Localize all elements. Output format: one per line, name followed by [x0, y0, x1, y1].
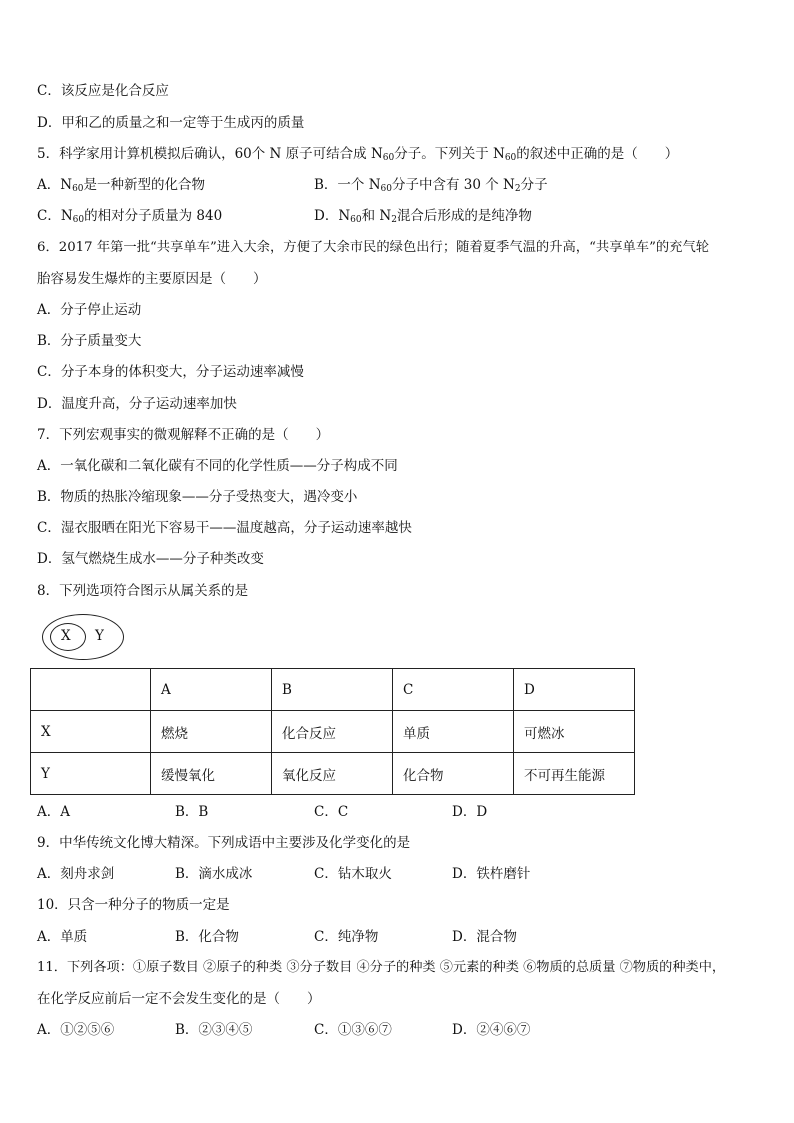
table-cell: 燃烧 [151, 711, 272, 753]
question-8-option-a: A．A [37, 804, 70, 820]
table-cell: Y [31, 753, 151, 795]
table-cell: 化合物 [393, 753, 514, 795]
table-row [31, 753, 635, 795]
question-9-stem: 9．中华传统文化博大精深。下列成语中主要涉及化学变化的是 [37, 835, 411, 851]
question-6-option-b: B．分子质量变大 [37, 333, 142, 349]
question-7-option-d: D．氢气燃烧生成水——分子种类改变 [37, 551, 264, 567]
option-line: C．该反应是化合反应 [37, 83, 169, 99]
question-10-option-a: A．单质 [37, 929, 88, 945]
table-cell: 可燃冰 [514, 711, 635, 753]
question-6-stem-cont: 胎容易发生爆炸的主要原因是（ ） [37, 271, 267, 287]
question-7-option-a: A．一氧化碳和二氧化碳有不同的化学性质——分子构成不同 [37, 458, 398, 474]
question-6-stem: 6．2017 年第一批“共享单车”进入大余，方便了大余市民的绿色出行；随着夏季气温的升高，“共享单车”的充气轮 [37, 240, 710, 255]
venn-label-x: X [61, 628, 71, 644]
question-6-option-c: C．分子本身的体积变大，分子运动速率减慢 [37, 364, 304, 380]
question-10-option-b: B．化合物 [175, 929, 239, 945]
question-6-option-a: A．分子停止运动 [37, 302, 142, 318]
question-5-option-a: A．$N_{60}$是一种新型的化合物 [37, 177, 206, 194]
question-7-option-b: B．物质的热胀冷缩现象——分子受热变大，遇冷变小 [37, 489, 358, 505]
question-7-stem: 7．下列宏观事实的微观解释不正确的是（ ） [37, 427, 330, 443]
question-8-option-d: D．D [452, 804, 488, 820]
question-11-stem-cont: 在化学反应前后一定不会发生变化的是（ ） [37, 991, 321, 1007]
question-9-option-d: D．铁杵磨针 [452, 866, 531, 882]
table-cell [31, 669, 151, 711]
table-cell: A [151, 669, 272, 711]
table-cell: X [31, 711, 151, 753]
question-8-stem: 8．下列选项符合图示从属关系的是 [37, 583, 249, 599]
table-cell: 氧化反应 [272, 753, 393, 795]
venn-label-y: Y [95, 628, 104, 644]
question-11-option-c: C．①③⑥⑦ [314, 1022, 392, 1038]
question-9-option-c: C．钻木取火 [314, 866, 392, 882]
question-9-option-b: B．滴水成冰 [175, 866, 253, 882]
table-cell: B [272, 669, 393, 711]
table-cell: 化合反应 [272, 711, 393, 753]
question-7-option-c: C．湿衣服晒在阳光下容易干——温度越高，分子运动速率越快 [37, 520, 412, 536]
question-8-table [30, 668, 635, 795]
question-8-option-c: C．C [314, 804, 349, 820]
table-cell: 缓慢氧化 [151, 753, 272, 795]
question-10-stem: 10．只含一种分子的物质一定是 [37, 897, 230, 913]
table-header-row [31, 669, 635, 711]
option-line: D．甲和乙的质量之和一定等于生成丙的质量 [37, 115, 305, 131]
table-row [31, 711, 635, 753]
question-11-stem: 11．下列各项：①原子数目 ②原子的种类 ③分子数目 ④分子的种类 ⑤元素的种类 ⑥物质的总质量 ⑦物质的种类中， [37, 960, 726, 975]
table-cell: D [514, 669, 635, 711]
question-5-option-c: C．$N_{60}$的相对分子质量为 840 [37, 208, 223, 225]
question-5-option-d: D．$N_{60}$和 $N_2$混合后形成的是纯净物 [314, 208, 532, 225]
question-10-option-d: D．混合物 [452, 929, 517, 945]
question-6-option-d: D．温度升高，分子运动速率加快 [37, 396, 237, 412]
table-cell: C [393, 669, 514, 711]
question-5-option-b: B．一个 $N_{60}$分子中含有 30 个 $N_2$分子 [314, 177, 548, 194]
table-cell: 不可再生能源 [514, 753, 635, 795]
question-11-option-b: B．②③④⑤ [175, 1022, 253, 1038]
question-11-option-d: D．②④⑥⑦ [452, 1022, 531, 1038]
question-5-stem: 5．科学家用计算机模拟后确认，60个 N 原子可结合成 $N_{60}$分子。下列关于 $N_{60}$的叙述中正确的是（ ） [37, 146, 679, 163]
question-8-option-b: B．B [175, 804, 209, 820]
table-cell: 单质 [393, 711, 514, 753]
question-11-option-a: A．①②⑤⑥ [37, 1022, 115, 1038]
question-9-option-a: A．刻舟求剑 [37, 866, 115, 882]
question-10-option-c: C．纯净物 [314, 929, 379, 945]
